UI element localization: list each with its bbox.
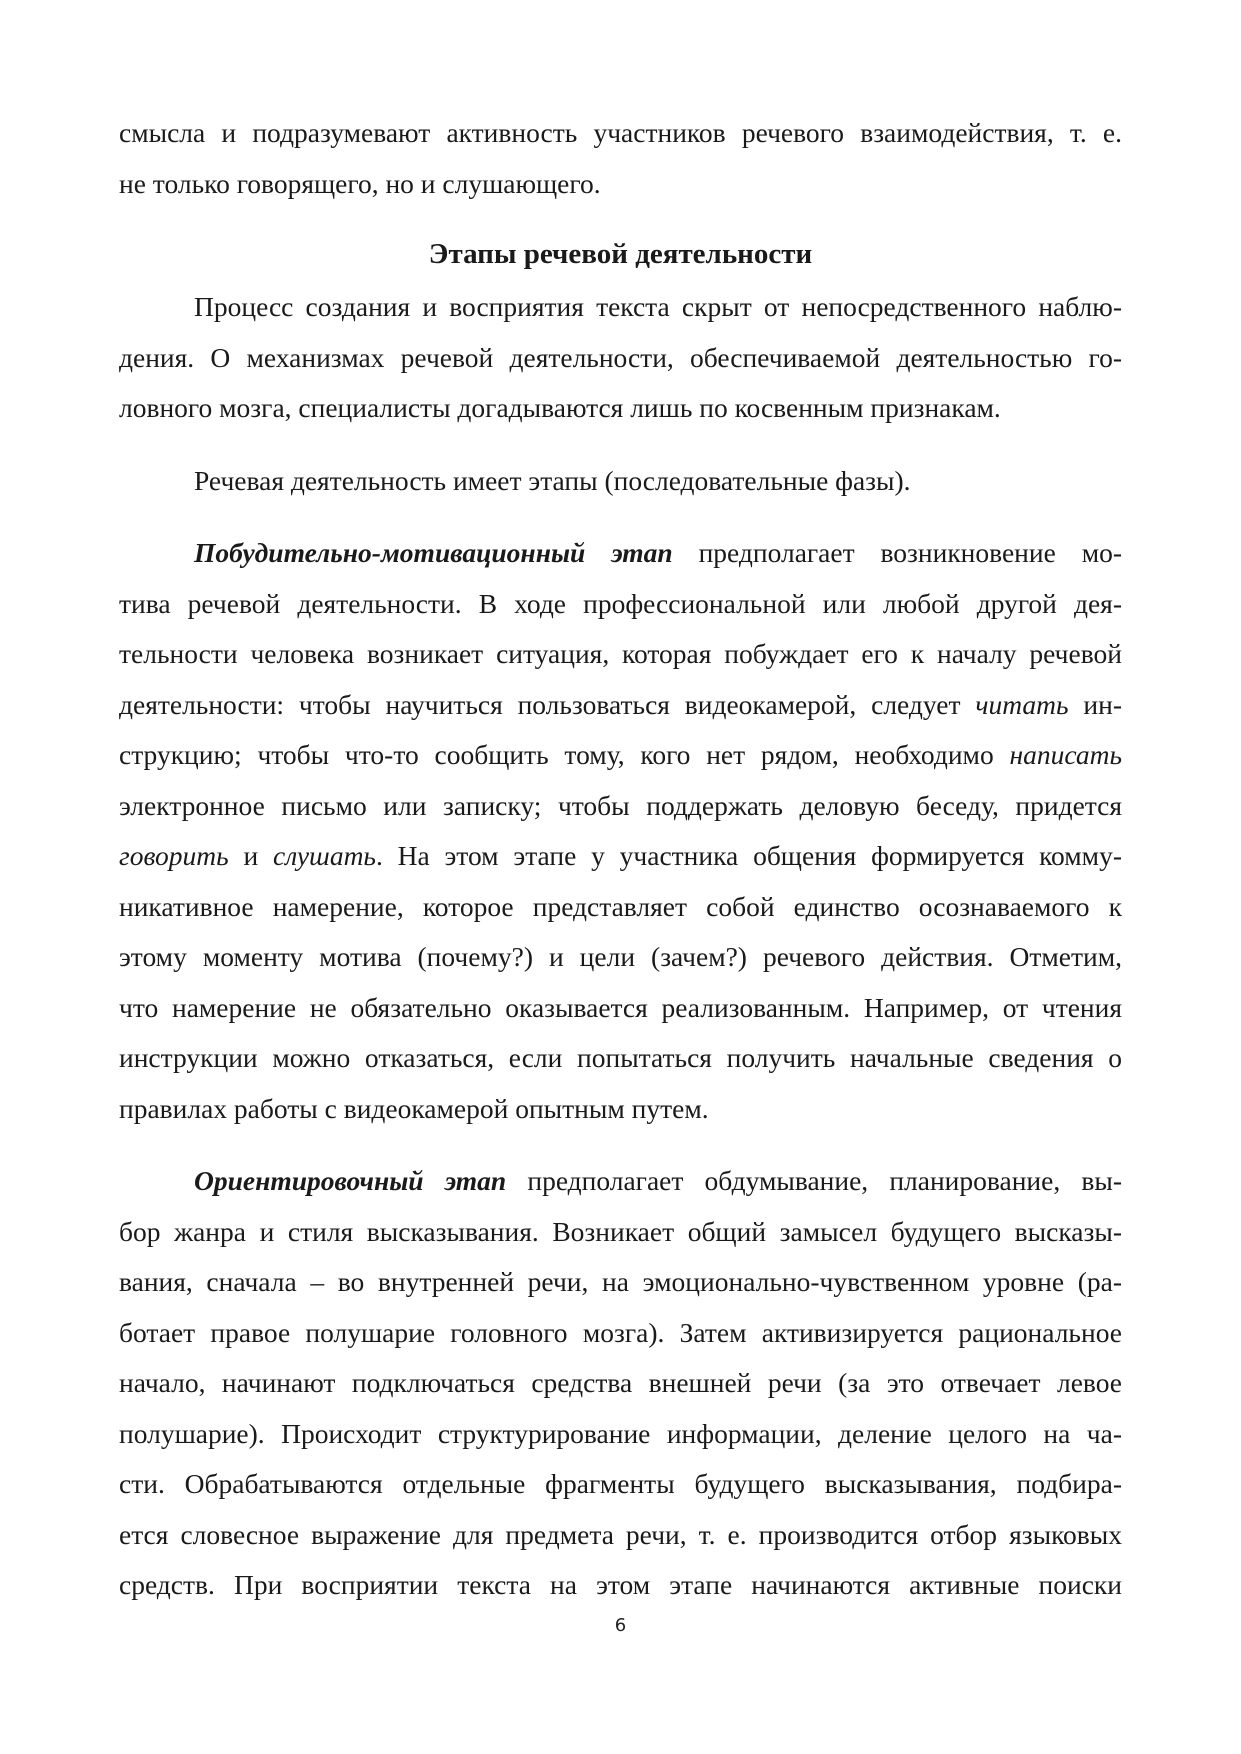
text-line: Речевая деятельность имеет этапы (последовательные фазы). [194,464,911,496]
page-number: 6 [614,1615,627,1636]
text-line [119,831,1122,882]
italic-word: слушать [273,840,376,871]
text-line: ется словесное выражение для предмета речи, т. е. производится отбор языковых [119,1518,1122,1550]
text-line: тельности человека возникает ситуация, которая побуждает его к началу речевой [119,638,1122,669]
text-line: инструкции можно отказаться, если попытаться получить начальные сведения о [119,1042,1122,1073]
text-line: начало, начинают подключаться средства внешней речи (за это отвечает левое [119,1367,1122,1398]
text-span: . На этом этапе у участника общения формируется комму- [375,840,1122,871]
text-line: ботает правое полушарие головного мозга). Затем активизируется рациональное [119,1316,1122,1348]
italic-word: читать [975,688,1069,720]
text-line: полушарие). Происходит структурирование информации, деление целого на ча- [119,1417,1122,1449]
text-line: тива речевой деятельности. В ходе профессиональной или любой другой дея- [119,587,1122,619]
text-line: правилах работы с видеокамерой опытным путем. [119,1092,709,1124]
document-page [119,108,1122,1611]
text-line: сти. Обрабатываются отдельные фрагменты будущего высказывания, подбира- [119,1468,1122,1499]
text-line: никативное намерение, которое представляет собой единство осознаваемого к [119,890,1122,922]
text-line [119,730,1122,781]
text-line: дения. О механизмах речевой деятельности, обеспечиваемой деятельностью го- [119,341,1122,373]
text-line: не только говорящего, но и слушающего. [119,167,601,199]
paragraph-process [119,282,1122,434]
text-line: этому моменту мотива (почему?) и цели (зачем?) речевого действия. Отметим, [119,941,1122,972]
intro-paragraph [119,108,1122,209]
text-span: предполагает возникновение мо- [672,537,1122,568]
text-span: ин- [1068,688,1123,720]
term-motivational-stage: Побудительно-мотивационный этап [194,537,673,568]
text-line: электронное письмо или записку; чтобы поддержать деловую беседу, придется [119,789,1122,821]
text-span: струкцию; чтобы что-то сообщить тому, кого нет рядом, необходимо [119,739,1010,770]
paragraph-motivational-stage [119,528,1122,1134]
text-line: что намерение не обязательно оказывается реализованным. Например, от чтения [119,991,1122,1023]
text-span: деятельности: чтобы научиться пользоваться видеокамерой, следует [119,688,976,720]
text-line [119,1156,1122,1207]
term-orientation-stage: Ориентировочный этап [194,1165,507,1196]
text-line [119,680,1122,731]
text-line: средств. При восприятии текста на этом этапе начинаются активные поиски [119,1569,1122,1600]
paragraph-stages [119,456,1122,507]
section-title: Этапы речевой деятельности [428,238,813,270]
text-span: предполагает обдумывание, планирование, вы- [506,1165,1122,1196]
italic-word: написать [1009,739,1122,770]
text-line: бор жанра и стиля высказывания. Возникает общий замысел будущего высказы- [119,1215,1122,1247]
text-span: и [228,840,274,871]
text-line: ловного мозга, специалисты догадываются лишь по косвенным признакам. [119,392,1001,423]
italic-word: говорить [119,840,229,871]
text-line: Процесс создания и восприятия текста скрыт от непосредственного наблю- [194,291,1122,322]
text-line: смысла и подразумевают активность участников речевого взаимодействия, т. е. [119,117,1122,148]
text-line [119,528,1122,579]
text-line: вания, сначала – во внутренней речи, на эмоционально-чувственном уровне (ра- [119,1266,1122,1297]
paragraph-orientation-stage [119,1156,1122,1611]
